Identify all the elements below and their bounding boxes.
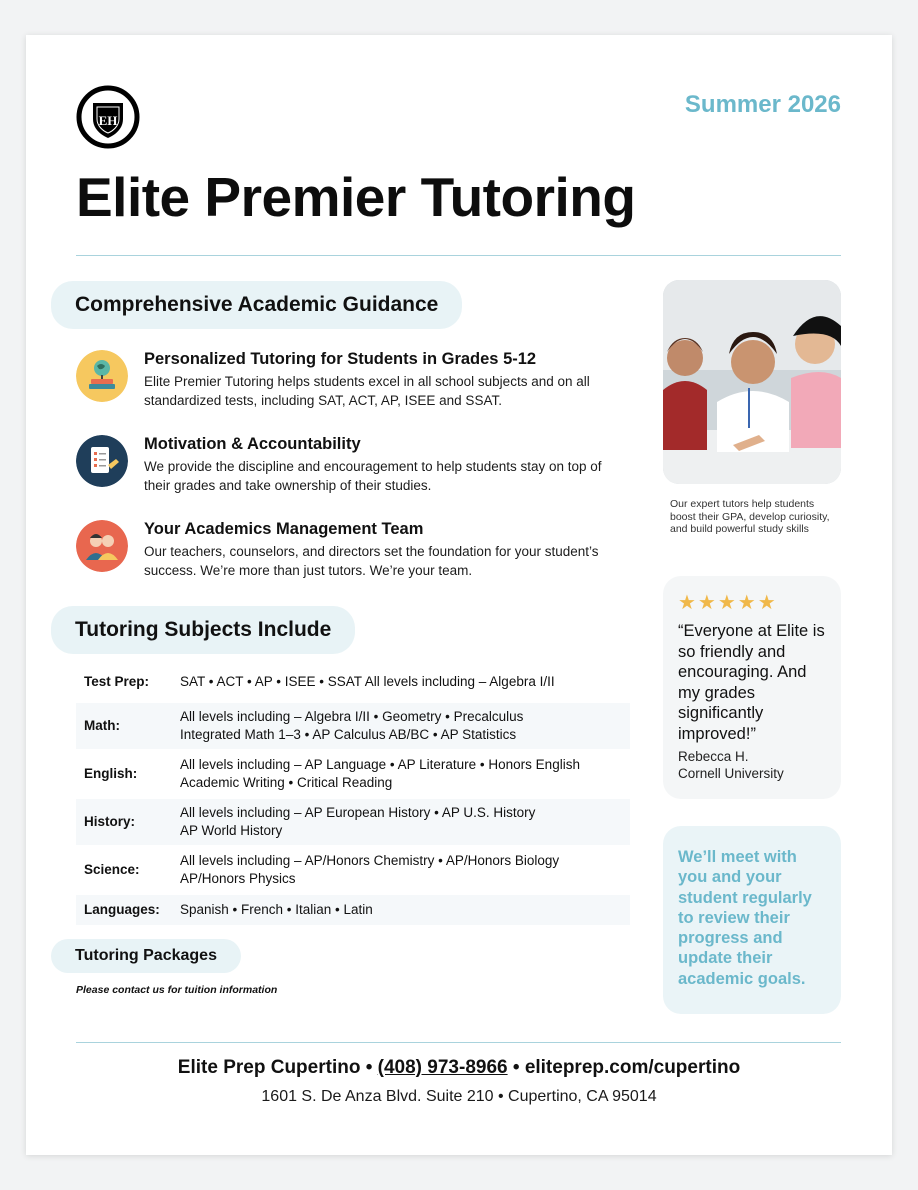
- testimonial-author: [678, 748, 784, 782]
- subject-detail: All levels including – Algebra I/II • Geometry • Precalculus Integrated Math 1–3 • AP Calculus AB/BC • AP Statistics: [180, 709, 524, 742]
- feature-text: Elite Premier Tutoring helps students excel in all school subjects and on all standardized tests, including SAT, ACT, AP, ISEE and SSAT.: [144, 374, 590, 408]
- separator: •: [365, 1057, 378, 1078]
- table-row: [76, 799, 630, 845]
- tuition-note: Please contact us for tuition information: [76, 984, 278, 996]
- subject-detail: SAT • ACT • AP • ISEE • SSAT All levels including – Algebra I/II: [180, 674, 555, 689]
- feature-text: Our teachers, counselors, and directors set the foundation for your student’s success. We’re more than just tutors. We’re your team.: [144, 544, 599, 578]
- subjects-table: [76, 661, 630, 925]
- subject-detail: All levels including – AP/Honors Chemistry • AP/Honors Biology AP/Honors Physics: [180, 853, 560, 886]
- separator: •: [512, 1057, 525, 1078]
- page-title: Elite Premier Tutoring: [76, 166, 636, 228]
- table-row: [76, 845, 630, 895]
- subject-label: History:: [84, 814, 136, 829]
- table-row: [76, 661, 630, 703]
- guidance-heading: Comprehensive Academic Guidance: [51, 281, 462, 329]
- rating-stars-icon: ★★★★★: [678, 592, 778, 614]
- table-row: [76, 703, 630, 749]
- season-label: Summer 2026: [684, 91, 841, 118]
- meeting-callout: [663, 826, 841, 1014]
- contact-line: [26, 1057, 892, 1079]
- team-icon: [76, 520, 128, 572]
- feature-item: [76, 433, 606, 518]
- table-row: [76, 895, 630, 925]
- subject-detail: Spanish • French • Italian • Latin: [180, 902, 373, 917]
- feature-title: Your Academics Management Team: [144, 520, 424, 538]
- website-link[interactable]: eliteprep.com/cupertino: [524, 1057, 741, 1078]
- testimonial-quote: “Everyone at Elite is so friendly and encouraging. And my grades significantly improved!”: [678, 622, 825, 743]
- phone-link[interactable]: (408) 973-8966: [377, 1057, 508, 1078]
- feature-list: [76, 348, 606, 603]
- table-row: [76, 749, 630, 799]
- subject-detail: All levels including – AP Language • AP Literature • Honors English Academic Writing • Critical Reading: [180, 757, 580, 790]
- shield-logo-icon: [76, 85, 140, 149]
- subjects-heading: Tutoring Subjects Include: [51, 606, 355, 654]
- subject-label: Science:: [84, 862, 140, 877]
- address: 1601 S. De Anza Blvd. Suite 210 • Cupertino, CA 95014: [261, 1088, 657, 1105]
- meeting-text: We’ll meet with you and your student regularly to review their progress and update their academic goals.: [678, 848, 812, 988]
- feature-item: [76, 518, 606, 603]
- author-school: Cornell University: [678, 766, 784, 781]
- feature-text: We provide the discipline and encouragement to help students stay on top of their grades and take ownership of their studies.: [144, 459, 602, 493]
- packages-heading: Tutoring Packages: [51, 939, 241, 973]
- logo-text: EH: [98, 113, 118, 128]
- subject-detail: All levels including – AP European History • AP U.S. History AP World History: [180, 805, 536, 838]
- subject-label: English:: [84, 766, 138, 781]
- checklist-icon: [76, 435, 128, 487]
- subject-label: Test Prep:: [84, 674, 150, 689]
- business-name: Elite Prep Cupertino: [177, 1057, 361, 1078]
- subject-label: Math:: [84, 718, 120, 733]
- author-name: Rebecca H.: [678, 749, 749, 764]
- flyer-page: [26, 35, 892, 1155]
- photo-caption: Our expert tutors help students boost their GPA, develop curiosity, and build powerful study skills: [670, 498, 830, 535]
- feature-item: [76, 348, 606, 433]
- feature-title: Personalized Tutoring for Students in Grades 5-12: [144, 350, 537, 368]
- subject-label: Languages:: [84, 902, 160, 917]
- feature-title: Motivation & Accountability: [144, 435, 361, 453]
- students-photo: [663, 280, 841, 484]
- globe-books-icon: [76, 350, 128, 402]
- testimonial-card: [663, 576, 841, 799]
- divider: [76, 1042, 841, 1043]
- divider: [76, 255, 841, 256]
